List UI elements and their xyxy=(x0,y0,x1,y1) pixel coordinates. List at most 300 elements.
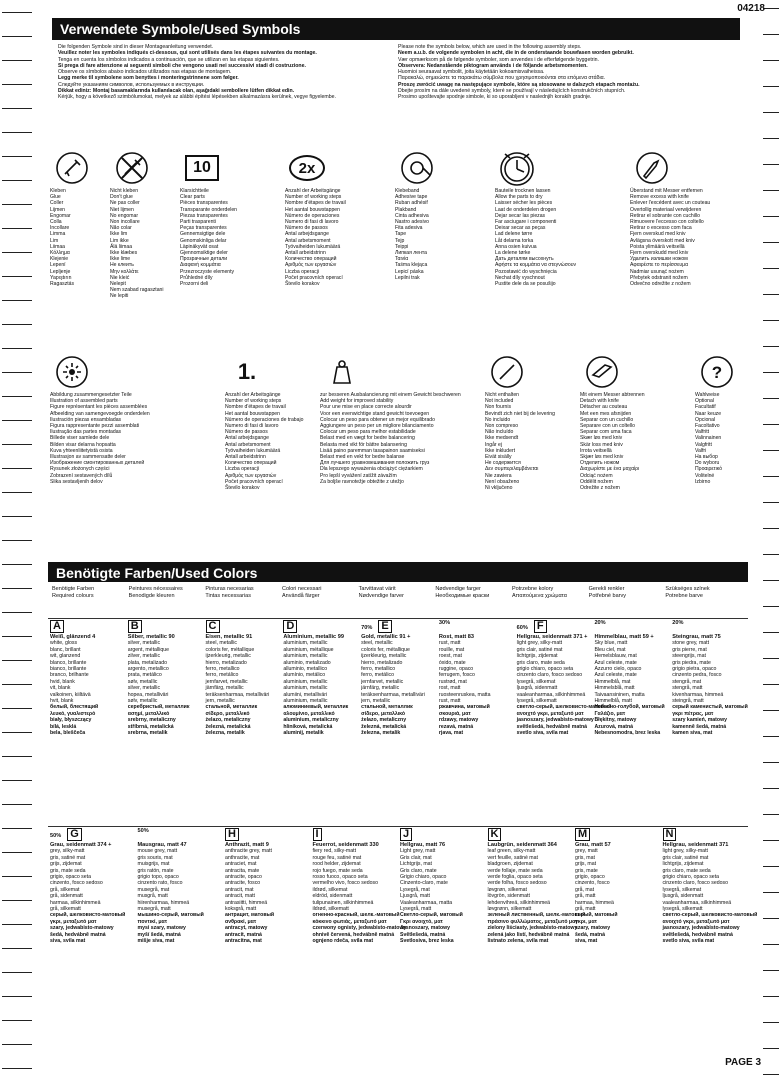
text-line: lichtgrijs, zijdemat xyxy=(516,653,558,660)
text-line: Διαφανή κομμάτια xyxy=(180,262,221,269)
text-line: Belasta med vikt för bättre balansering xyxy=(320,441,407,448)
color-translations xyxy=(575,848,661,944)
margin-rule xyxy=(2,1068,32,1069)
margin-rule xyxy=(2,444,32,445)
margin-rule xyxy=(763,996,779,997)
text-line: Genomskinliga delar xyxy=(180,237,227,244)
text-line: harmaa, silkinhimmeä xyxy=(50,899,101,906)
margin-rule xyxy=(763,554,779,555)
text-line: Azul celeste, mate xyxy=(594,659,637,666)
text-line: alumiini, metalliväri xyxy=(283,691,328,698)
text-line: hierro, metalizado xyxy=(205,659,247,666)
margin-rule xyxy=(763,294,779,295)
text-line: Colocar un peso para obtener un mejor equilibrado xyxy=(320,416,435,423)
text-line: Μην κολλάτε xyxy=(110,268,139,275)
colors-language xyxy=(435,586,512,600)
text-line: Låt delarna torka xyxy=(495,237,534,244)
text-line: Lysegrå, matt xyxy=(400,906,432,913)
text-line: stříbrná, metalická xyxy=(127,723,174,730)
color-title: Anthrazit, matt 9 xyxy=(225,842,269,848)
text-line: Lysegrå, mat xyxy=(400,886,430,893)
text-line: verde follaje, mate seda xyxy=(487,867,543,874)
text-line: aluminium, metallic xyxy=(283,698,328,705)
text-line: aluminium, métallique xyxy=(283,646,334,653)
weight-icon xyxy=(320,352,364,392)
symbol-drying-clock xyxy=(495,148,630,348)
margin-rule xyxy=(763,580,779,581)
text-line: muisgrijs, mat xyxy=(137,861,170,868)
text-line: cinzento, fosco sedoso xyxy=(50,880,103,887)
text-line: zur besseren Ausbalancierung mit einem Gewicht beschweren xyxy=(320,392,461,398)
text-line: grå, silkematt xyxy=(50,906,81,913)
text-line: Engomar xyxy=(50,212,71,219)
text-line: стальной, металлик xyxy=(361,704,413,711)
text-line: Poista ylimäärä veitsellä xyxy=(630,243,685,250)
text-line: Retirar el sobrante con cuchillo xyxy=(630,212,700,219)
text-line: szary kamień, matowy xyxy=(672,717,728,724)
text-line: Lim ikke xyxy=(110,237,129,244)
text-line: Figure représentant les pièces assemblées xyxy=(50,404,148,411)
text-line: prata, metálico xyxy=(127,672,162,679)
text-line: steel, metallic xyxy=(361,640,393,647)
svg-text:?: ? xyxy=(711,363,723,382)
text-line: Anzahl der Arbeitsgänge xyxy=(285,188,341,194)
text-line: Hemelsblauw, mat xyxy=(594,653,637,660)
text-line: Remove excess with knife xyxy=(630,194,689,201)
text-line: lysegrå, silkematt xyxy=(516,698,557,705)
text-line: aluminij, metalik xyxy=(283,730,324,737)
text-line: Mit einem Messer abtrennen xyxy=(580,392,645,398)
text-line: żelazo, metaliczny xyxy=(205,717,251,724)
text-line: Количество операций xyxy=(225,460,277,467)
text-line: Laisser sécher les pièces xyxy=(495,200,553,207)
text-line: grey, matt xyxy=(575,848,598,855)
intro-right xyxy=(398,44,738,114)
text-line: Ljusgrå, matt xyxy=(400,893,430,900)
text-line: bílá, lesklá xyxy=(50,723,77,730)
color-letter: H xyxy=(225,828,239,841)
symbols-top-row xyxy=(50,148,750,348)
color-letter: C xyxy=(206,620,220,633)
text-line: Liczba operacji xyxy=(225,466,259,473)
text-line: zielony liściasty, jedwabisto-matowy xyxy=(487,925,578,932)
text-line: Número de passos xyxy=(225,429,268,436)
text-line: Opcional xyxy=(695,416,716,423)
text-line: Incollare xyxy=(50,225,70,232)
text-line: Benodigde kleuren xyxy=(128,593,175,599)
text-line: Antal arbejdsgange xyxy=(285,231,329,238)
color-entry xyxy=(400,828,486,945)
text-line: светло-серый, шелковисто-матовый xyxy=(662,912,758,919)
text-line: серый, матовый xyxy=(575,912,618,919)
text-line: grigio, opaco seta xyxy=(50,874,91,881)
text-line: Počet pracovních operací xyxy=(285,274,343,281)
margin-rule xyxy=(2,204,32,205)
color-entry xyxy=(312,828,407,945)
text-line: Peintures nécessaires xyxy=(128,586,183,592)
text-line: Nadmiar usunąć nożem xyxy=(630,268,684,275)
symbol-text xyxy=(580,392,691,491)
text-line: cinzento, fosco xyxy=(575,880,610,887)
text-line: Lepljenje xyxy=(50,268,71,275)
text-line: grå, mat xyxy=(575,886,595,893)
text-line: Γαλάζιο, ματ xyxy=(594,710,626,717)
text-line: antrasiitti, himmeä xyxy=(225,899,268,906)
text-line: Aggiungere un peso per un migliore bilanciamento xyxy=(320,423,434,430)
text-line: Naar keuze xyxy=(695,410,722,417)
text-line: silver, metallic xyxy=(127,685,161,692)
text-line: Glue xyxy=(50,194,61,201)
text-line: Pustite dele da se posušijo xyxy=(495,281,556,288)
text-line: roest, mat xyxy=(438,653,462,660)
text-line: Yapıştırın xyxy=(50,274,72,281)
text-line: κόκκινο φωτιάς, μεταξωτό ματ xyxy=(312,918,387,925)
text-line: sølv, metallic xyxy=(127,678,158,685)
drying-clock-icon xyxy=(495,148,539,188)
text-line: svetlo siva, svila mat xyxy=(516,730,569,737)
text-line: Kleben xyxy=(50,188,66,194)
text-line: Bleu ciel, mat xyxy=(594,646,626,653)
color-translations xyxy=(594,640,670,736)
text-line: argento, metallico xyxy=(127,666,169,673)
text-line: Gennemsigtige dele xyxy=(180,231,226,238)
text-line: Ikke inkludert xyxy=(485,447,516,454)
text-line: Gerekli renkler xyxy=(588,586,625,592)
text-line: ljusgrå, sidenmatt xyxy=(662,893,704,900)
color-entry xyxy=(50,828,136,945)
margin-rule xyxy=(2,36,32,37)
text-line: Nødvendige farger xyxy=(435,586,481,592)
color-letter: G xyxy=(67,828,82,841)
text-line: jern, metallic xyxy=(205,698,235,705)
text-line: Die folgenden Symbole sind in dieser Montageanleitung verwendet. xyxy=(58,44,214,50)
margin-rule xyxy=(763,242,779,243)
margin-rule xyxy=(763,944,779,945)
margin-rule xyxy=(2,1044,32,1045)
text-line: Není obsaženo xyxy=(485,478,520,485)
text-line: мышино-серый, матовый xyxy=(137,912,204,919)
text-line: rouge feu, satiné mat xyxy=(312,854,362,861)
text-line: jasnoszary, jedwabisto-matowy xyxy=(516,717,594,724)
margin-rule xyxy=(763,112,779,113)
colors-language xyxy=(282,586,359,600)
text-line: Δεν συμπεριλαμβάνεται xyxy=(485,466,539,473)
colors-language xyxy=(512,586,589,600)
text-line: lysegrå, silkemat xyxy=(516,678,556,685)
margin-rule xyxy=(763,164,779,165)
margin-rule xyxy=(763,450,779,451)
symbol-text xyxy=(180,188,281,287)
text-line: ανθρακί, ματ xyxy=(225,918,257,925)
text-line: Jasnoszary, matowy xyxy=(400,925,451,932)
text-line: Klebeband xyxy=(395,188,420,194)
text-line: Lad delene tørre xyxy=(495,231,533,238)
text-line: Taśma klejąca xyxy=(395,262,428,269)
text-line: harmaa, himmeä xyxy=(575,899,614,906)
margin-rule xyxy=(763,632,779,633)
text-line: kamenně šedá, matná xyxy=(672,723,727,730)
color-entry xyxy=(672,620,748,737)
text-line: Dejar secar las piezas xyxy=(495,212,546,219)
text-line: Proszę zwrócić uwagę na następujące symbole, które są stosowane w dalszych etapach montażu. xyxy=(398,81,640,88)
symbol-text xyxy=(225,392,316,491)
text-line: ferrugem, fosco xyxy=(438,672,475,679)
text-line: Anzahl der Arbeitsgänge xyxy=(225,392,281,398)
margin-rule xyxy=(763,216,779,217)
color-title: Eisen, metallic 91 xyxy=(205,634,253,640)
text-line: Pro lepší vyvážení zatížit závažím xyxy=(320,472,397,479)
margin-rule xyxy=(2,1020,32,1021)
text-line: antracita, mate xyxy=(225,867,260,874)
text-line: Allow the parts to dry xyxy=(495,194,543,201)
color-entry xyxy=(206,620,282,737)
margin-rule xyxy=(2,420,32,421)
text-line: Liczba operacji xyxy=(285,268,319,275)
text-line: coloris fer, métallique xyxy=(361,646,410,653)
text-line: jern, metallic xyxy=(361,698,391,705)
cut-off-icon xyxy=(580,352,624,392)
margin-rule xyxy=(763,892,779,893)
text-line: Nie zawiera xyxy=(485,472,512,479)
text-line: Adhesive tape xyxy=(395,194,428,201)
margin-rule xyxy=(2,948,32,949)
margin-rule xyxy=(763,788,779,789)
text-line: antracit, matt xyxy=(225,893,255,900)
text-line: cinzento claro, fosco sedoso xyxy=(662,880,728,887)
margin-rule xyxy=(763,684,779,685)
symbol-cut-off xyxy=(580,352,695,552)
text-line: gris clair, satiné mat xyxy=(516,646,563,653)
text-line: Cinta adhesiva xyxy=(395,212,429,219)
text-line: Παρακαλώ, σημειώστε τα παρακάτω σύμβολα που χρησιμοποιούνται στα επόμενα στάδια. xyxy=(398,75,606,82)
text-line: zilver, metallic xyxy=(127,653,161,660)
margin-rule xyxy=(763,320,779,321)
symbol-tape xyxy=(395,148,495,348)
symbol-knife xyxy=(630,148,750,348)
text-line: Удалить излишки ножом xyxy=(630,256,688,263)
color-entry xyxy=(594,620,670,737)
text-line: Anna osien kuivua xyxy=(495,243,537,250)
symbols-header: Verwendete Symbole/Used Symbols xyxy=(52,18,740,40)
text-line: Azzurro cielo, opaco xyxy=(594,666,642,673)
text-line: Nebesnomodra, brez leska xyxy=(594,730,661,737)
text-line: ferro, metálico xyxy=(205,672,239,679)
text-line: Nicht enthalten xyxy=(485,392,519,398)
text-line: ржавчина, матовый xyxy=(438,704,490,711)
margin-rule xyxy=(763,1022,779,1023)
text-line: rosso fuoco, opaco seta xyxy=(312,874,368,881)
text-line: σίδερο, μεταλλικό xyxy=(205,710,250,717)
text-line: Število korakov xyxy=(225,485,260,492)
text-line: tulipunainen, silkinhimmeä xyxy=(312,899,374,906)
text-line: hliníková, metalická xyxy=(283,723,333,730)
text-line: Número de passos xyxy=(285,225,328,232)
text-line: Προαιρετικό xyxy=(695,466,723,473)
margin-rule xyxy=(2,564,32,565)
text-line: Κόλλημα xyxy=(50,250,70,257)
text-line: antracite, fosco xyxy=(225,880,261,887)
symbol-no-glue-cross xyxy=(110,148,180,348)
text-line: Dbejte prosím na dále uvedené symboly, které se používají v následujících konstrukčních stupních. xyxy=(398,88,626,95)
margin-rule xyxy=(2,372,32,373)
text-line: grigio chiaro, opaco seta xyxy=(662,874,720,881)
text-line: Limma xyxy=(50,231,66,238)
margin-rule xyxy=(763,658,779,659)
text-line: cinzento claro, fosco sedoso xyxy=(516,672,583,679)
text-line: srebrny, metaliczny xyxy=(127,717,176,724)
text-line: blanco, brillante xyxy=(50,659,87,666)
text-line: gris ratón, mate xyxy=(137,867,174,874)
page-number: PAGE 3 xyxy=(725,1057,761,1068)
margin-rule xyxy=(2,60,32,61)
text-line: ferro, metallico xyxy=(361,666,396,673)
text-line: Ragasztás xyxy=(50,281,75,288)
margin-rule xyxy=(763,424,779,425)
text-line: argent, métallique xyxy=(127,646,170,653)
text-line: Изображение смонтированных деталей xyxy=(50,460,145,467)
text-line: gris souris, mat xyxy=(137,854,173,861)
text-line: Antal arbetsmoment xyxy=(285,237,331,244)
text-line: vit, blank xyxy=(50,685,71,692)
symbol-text xyxy=(485,392,576,491)
text-line: Please note the symbols below, which are used in the following assembly steps. xyxy=(398,44,582,50)
margin-rule xyxy=(2,972,32,973)
text-line: Antall arbeidstrinn xyxy=(225,454,266,461)
text-line: stengrå, mat xyxy=(672,678,702,685)
text-line: hvit, blank xyxy=(50,698,74,705)
symbol-text xyxy=(695,392,746,485)
text-line: železná, metalická xyxy=(361,723,407,730)
text-line: Retirar o excesso com faca xyxy=(630,225,692,232)
text-line: grigio topo, opaco xyxy=(137,874,179,881)
color-translations xyxy=(662,848,758,945)
text-line: Peças transparentes xyxy=(180,225,227,232)
text-line: Fita adesiva xyxy=(395,225,423,232)
text-line: Rimuovere l'eccesso con coltello xyxy=(630,219,704,226)
text-line: Antal arbejdsgange xyxy=(225,435,269,442)
text-line: Numero di fasi di lavoro xyxy=(285,219,339,226)
symbol-no-glue xyxy=(50,148,110,348)
text-line: Plakband xyxy=(395,206,417,213)
text-line: Separare con un coltello xyxy=(580,423,635,430)
text-line: ασημί, μεταλλικό xyxy=(127,710,170,717)
margin-rule xyxy=(763,190,779,191)
text-line: Laat de onderdelen drogen xyxy=(495,206,557,213)
text-line: Nie kleić xyxy=(110,274,130,281)
text-line: Vær opmærksom på de følgende symboler, som anvendes i de efterfølgende byggetrin. xyxy=(398,56,599,63)
text-line: Required colours xyxy=(52,593,94,599)
text-line: gris pierre, mat xyxy=(672,646,707,653)
text-line: Het aantal bouwstappen xyxy=(225,410,280,417)
text-line: šedá, matná xyxy=(575,931,605,938)
text-line: Dikkat ediniz: Montaj basamaklarında kullanılacak olan, aşağıdaki sembollere lütfen dikkat edin. xyxy=(58,88,295,95)
text-line: lysegrå, silkematt xyxy=(662,906,703,913)
text-line: Tape xyxy=(395,231,407,238)
text-line: Coller xyxy=(50,200,64,207)
margin-rule xyxy=(763,502,779,503)
text-line: Huomioi seuraavat symbolit, joita käytetään kokoamisvaiheissa. xyxy=(398,69,545,76)
text-line: kivenharmaa, himmeä xyxy=(672,691,724,698)
text-line: ijzerkleurig, metallic xyxy=(205,653,251,660)
text-line: Следуйте указаниям символов, используемых в инструкции. xyxy=(58,81,205,88)
text-line: Odvečno odrežite z nožem xyxy=(630,281,691,288)
knife-icon xyxy=(630,148,674,188)
margin-rule xyxy=(2,852,32,853)
text-line: Дать деталям высохнуть xyxy=(495,256,554,263)
text-line: Gris clair, mat xyxy=(400,854,432,861)
text-line: valkoinen, kiiltävä xyxy=(50,691,91,698)
text-line: järnfärg, metallic xyxy=(205,685,244,692)
text-line: Для лучшего уравновешивания положить груз xyxy=(320,460,430,467)
text-line: Deixar secar as peças xyxy=(495,225,546,232)
colors-language xyxy=(589,586,666,600)
text-line: leaf green, silky-matt xyxy=(487,848,536,855)
margin-rule xyxy=(2,588,32,589)
text-line: světlešedá, hedvábně matná xyxy=(662,931,733,938)
text-line: Benötigte Farben xyxy=(52,586,95,592)
text-line: Não incluído xyxy=(485,429,514,436)
color-translations xyxy=(439,640,515,736)
text-line: železna, metalik xyxy=(205,730,245,737)
text-line: Bevindt zich niet bij de levering xyxy=(485,410,555,417)
text-line: Illustrasjon av sammensatte deler xyxy=(50,454,126,461)
margin-rule xyxy=(2,780,32,781)
text-line: gris, mate xyxy=(575,867,598,874)
text-line: Afbeelding van samengevoegde onderdelen xyxy=(50,410,150,417)
text-line: light grey, silky-matt xyxy=(516,640,563,647)
text-line: Voor een evenwichtige stand gewicht toevoegen xyxy=(320,410,430,417)
margin-rule xyxy=(2,996,32,997)
text-line: gris, mat xyxy=(575,854,595,861)
margin-rule xyxy=(763,840,779,841)
divider xyxy=(48,826,748,827)
margin-rule xyxy=(2,924,32,925)
text-line: Belast med en vekt for bedre balanse xyxy=(320,454,405,461)
text-line: rezavá, matná xyxy=(438,723,474,730)
text-line: Ni vključeno xyxy=(485,485,513,492)
color-letter: D xyxy=(283,620,297,633)
text-line: Nechat díly vyschnout xyxy=(495,274,545,281)
not-included-icon xyxy=(485,352,529,392)
text-line: Прозрачные детали xyxy=(180,256,228,263)
text-line: cinzento pedra, fosco xyxy=(672,672,722,679)
color-percentage: 30% xyxy=(438,620,451,626)
color-entry xyxy=(50,620,126,737)
text-line: Number of working steps xyxy=(285,194,342,201)
text-line: mysi szary, matowy xyxy=(137,925,186,932)
margin-rule xyxy=(763,762,779,763)
margin-rule xyxy=(763,970,779,971)
margin-rule xyxy=(763,398,779,399)
margin-rule xyxy=(763,606,779,607)
text-line: Überstand mit Messer entfernen xyxy=(630,188,703,194)
color-translations xyxy=(50,640,126,736)
text-line: żelazo, metaliczny xyxy=(361,717,407,724)
margin-rule xyxy=(2,828,32,829)
margin-rule xyxy=(763,918,779,919)
text-line: Przezroczyste elementy xyxy=(180,268,235,275)
text-line: Fjern overskudd med kniv xyxy=(630,250,689,257)
margin-rule xyxy=(2,516,32,517)
text-line: Αριθμός των εργασιών xyxy=(285,262,337,269)
text-line: grey, silky-matt xyxy=(50,848,85,855)
text-line: Valfri xyxy=(695,447,707,454)
text-line: železna, metalik xyxy=(361,730,401,737)
margin-rule xyxy=(763,1074,779,1075)
text-line: Observe os símbolos abaixo indicados utilizados nas etapas de montagem. xyxy=(58,69,232,76)
text-line: antracyt, matowy xyxy=(225,925,268,932)
text-line: antracite, opaco xyxy=(225,874,262,881)
